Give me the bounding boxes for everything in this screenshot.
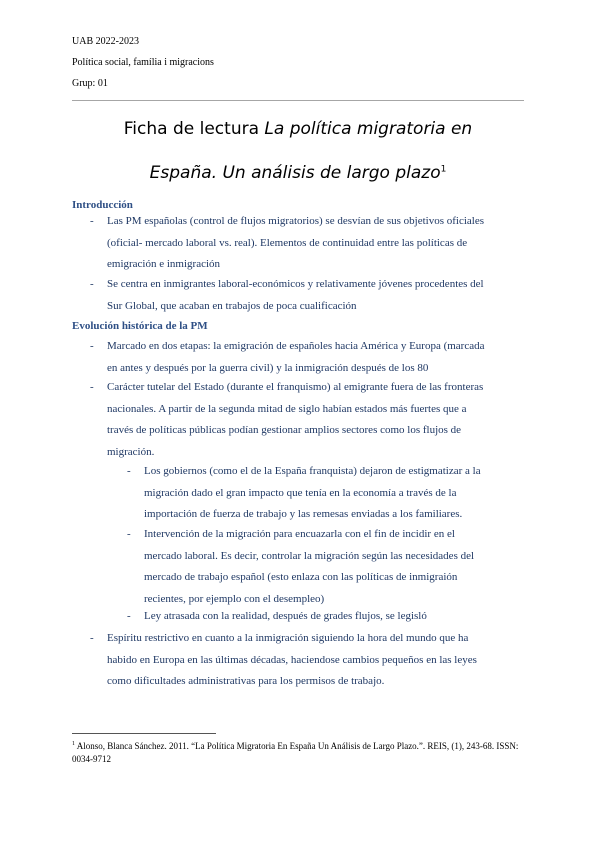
text-line: mercado laboral. Es decir, controlar la migración según las necesidades del xyxy=(144,549,475,562)
header-group: Grup: 01 xyxy=(72,78,108,89)
footnote xyxy=(72,738,527,766)
text-line: (oficial- mercado laboral vs. real). Elementos de continuidad entre las políticas de xyxy=(107,236,468,249)
text-line: Las PM españolas (control de flujos migratorios) se desvían de sus objetivos oficiales xyxy=(107,215,484,227)
footnote-number: 1 xyxy=(72,741,75,747)
bullet-dash: - xyxy=(127,465,131,477)
list-item xyxy=(90,336,527,379)
text-line: en antes y después por la guerra civil) y la inmigración después de los 80 xyxy=(107,361,429,374)
list-item xyxy=(90,211,527,276)
sub-list-item xyxy=(127,461,527,526)
bullet-dash: - xyxy=(127,610,131,622)
title-book-name: La política migratoria en xyxy=(264,119,473,139)
bullet-dash: - xyxy=(90,381,94,393)
section-heading-evolucion: Evolución histórica de la PM xyxy=(72,320,208,332)
list-item xyxy=(90,274,527,317)
text-line: Carácter tutelar del Estado (durante el franquismo) al emigrante fuera de las fronteras xyxy=(107,381,484,393)
sub-list-item xyxy=(127,606,527,628)
text-line: mercado de trabajo español (esto enlaza con las políticas de inmigraión xyxy=(144,571,458,583)
text-line: recientes, por ejemplo con el desempleo) xyxy=(144,592,325,605)
text-line: Intervención de la migración para encuazarla con el fin de incidir en el xyxy=(144,528,455,540)
text-line: Espíritu restrictivo en cuanto a la inmigración siguiendo la hora del mundo que ha xyxy=(107,632,469,644)
title-plain: Ficha de lectura xyxy=(123,119,265,139)
bullet-dash: - xyxy=(90,215,94,227)
text-line: través de políticas públicas podían gestionar amplios sectores como los flujos de xyxy=(107,424,462,436)
bullet-dash: - xyxy=(127,528,131,540)
footnote-citation: Alonso, Blanca Sánchez. 2011. “La Política Migratoria En España Un Análisis de Largo Plazo.”. REIS, (1), 243-68. ISSN: 0034-9712 xyxy=(72,741,519,764)
title-book-name-continued: España. Un análisis de largo plazo xyxy=(149,163,441,183)
text-line: nacionales. A partir de la segunda mitad de siglo habían estados más fuertes que a xyxy=(107,402,467,415)
title-footnote-ref: 1 xyxy=(440,164,447,175)
sub-list-item xyxy=(127,524,527,610)
list-item xyxy=(90,377,527,463)
text-line: como dificultades administrativas para los permisos de trabajo. xyxy=(107,675,385,687)
text-line: habido en Europa en las últimas décadas, haciendose cambios pequeños en las leyes xyxy=(107,653,477,666)
text-line: Ley atrasada con la realidad, después de grades flujos, se legisló xyxy=(144,610,427,622)
list-item xyxy=(90,628,527,693)
text-line: importación de fuerza de trabajo y las remesas enviadas a los familiares. xyxy=(144,508,463,520)
page-title-line-1 xyxy=(72,118,524,140)
footnote-separator xyxy=(72,733,216,734)
bullet-dash: - xyxy=(90,632,94,644)
text-line: Marcado en dos etapas: la emigración de españoles hacia América y Europa (marcada xyxy=(107,340,485,352)
text-line: migración. xyxy=(107,445,155,458)
bullet-dash: - xyxy=(90,278,94,290)
text-line: Sur Global, que acaban en trabajos de poca cualificación xyxy=(107,299,357,312)
bullet-dash: - xyxy=(90,340,94,352)
header-divider xyxy=(72,100,524,101)
text-line: Se centra en inmigrantes laboral-económicos y relativamente jóvenes procedentes del xyxy=(107,278,484,290)
text-line: Los gobiernos (como el de la España franquista) dejaron de estigmatizar a la xyxy=(144,465,481,477)
header-course-year: UAB 2022-2023 xyxy=(72,36,139,47)
section-heading-introduccion: Introducción xyxy=(72,199,133,211)
text-line: migración dado el gran impacto que tenía en la economía a través de la xyxy=(144,486,457,499)
text-line: emigración e inmigración xyxy=(107,258,221,270)
page-title-line-2 xyxy=(72,162,524,184)
header-subject: Política social, família i migracions xyxy=(72,57,214,68)
